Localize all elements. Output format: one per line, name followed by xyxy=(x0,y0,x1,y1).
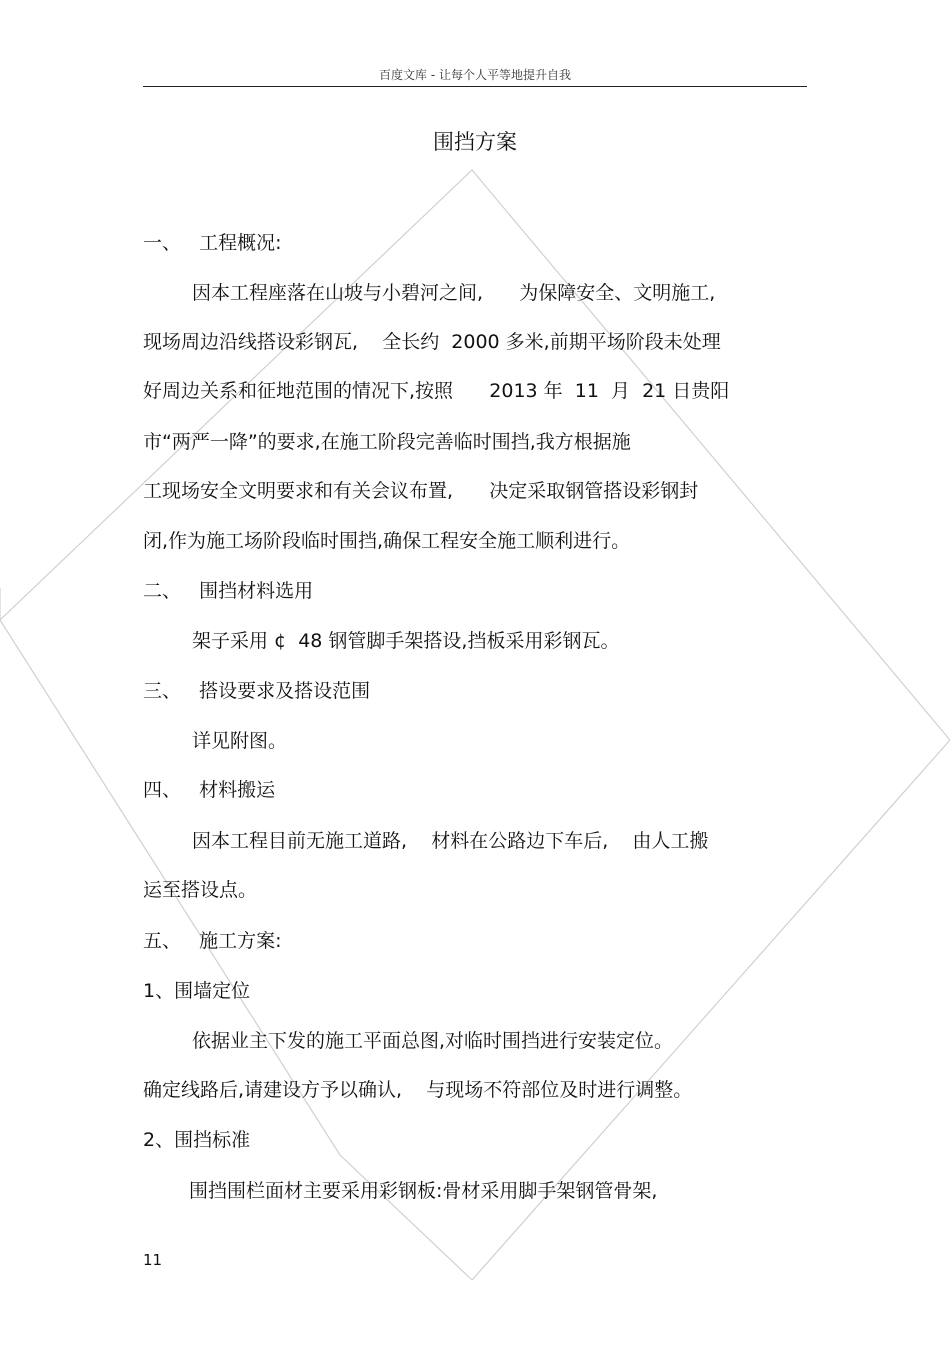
header-rule xyxy=(143,86,807,87)
page-header: 百度文库 - 让每个人平等地提升自我 xyxy=(379,68,571,82)
paragraph-line: 好周边关系和征地范围的情况下,按照 2013 年 11 月 21 日贵阳 xyxy=(143,380,730,402)
paragraph-line: 现场周边沿线搭设彩钢瓦, 全长约 2000 多米,前期平场阶段未处理 xyxy=(143,331,721,353)
section-heading-1: 一、 工程概况: xyxy=(143,232,282,254)
paragraph-line: 市“两严一降”的要求,在施工阶段完善临时围挡,我方根据施 xyxy=(143,431,631,453)
page-number: 11 xyxy=(143,1251,163,1269)
paragraph-line: 闭,作为施工场阶段临时围挡,确保工程安全施工顺利进行。 xyxy=(143,530,631,552)
paragraph-line: 因本工程座落在山坡与小碧河之间, 为保障安全、文明施工, xyxy=(192,282,716,304)
paragraph-line: 依据业主下发的施工平面总图,对临时围挡进行安装定位。 xyxy=(192,1030,674,1052)
paragraph-line: 运至搭设点。 xyxy=(143,879,258,901)
subsection-heading: 1、围墙定位 xyxy=(143,980,251,1002)
section-heading-5: 五、 施工方案: xyxy=(143,930,282,952)
section-heading-2: 二、 围挡材料选用 xyxy=(143,580,314,602)
paragraph-line: 因本工程目前无施工道路, 材料在公路边下车后, 由人工搬 xyxy=(192,830,709,852)
paragraph-line: 围挡围栏面材主要采用彩钢板:骨材采用脚手架钢管骨架, xyxy=(189,1180,658,1202)
paragraph-line: 详见附图。 xyxy=(192,730,288,752)
subsection-heading: 2、围挡标准 xyxy=(143,1129,251,1151)
paragraph-line: 确定线路后,请建设方予以确认, 与现场不符部位及时进行调整。 xyxy=(143,1079,693,1101)
paragraph-line: 架子采用 ¢ 48 钢管脚手架搭设,挡板采用彩钢瓦。 xyxy=(192,630,620,652)
document-title: 围挡方案 xyxy=(433,130,517,154)
paragraph-line: 工现场安全文明要求和有关会议布置, 决定采取钢管搭设彩钢封 xyxy=(143,480,699,502)
section-heading-4: 四、 材料搬运 xyxy=(143,779,276,801)
section-heading-3: 三、 搭设要求及搭设范围 xyxy=(143,680,371,702)
